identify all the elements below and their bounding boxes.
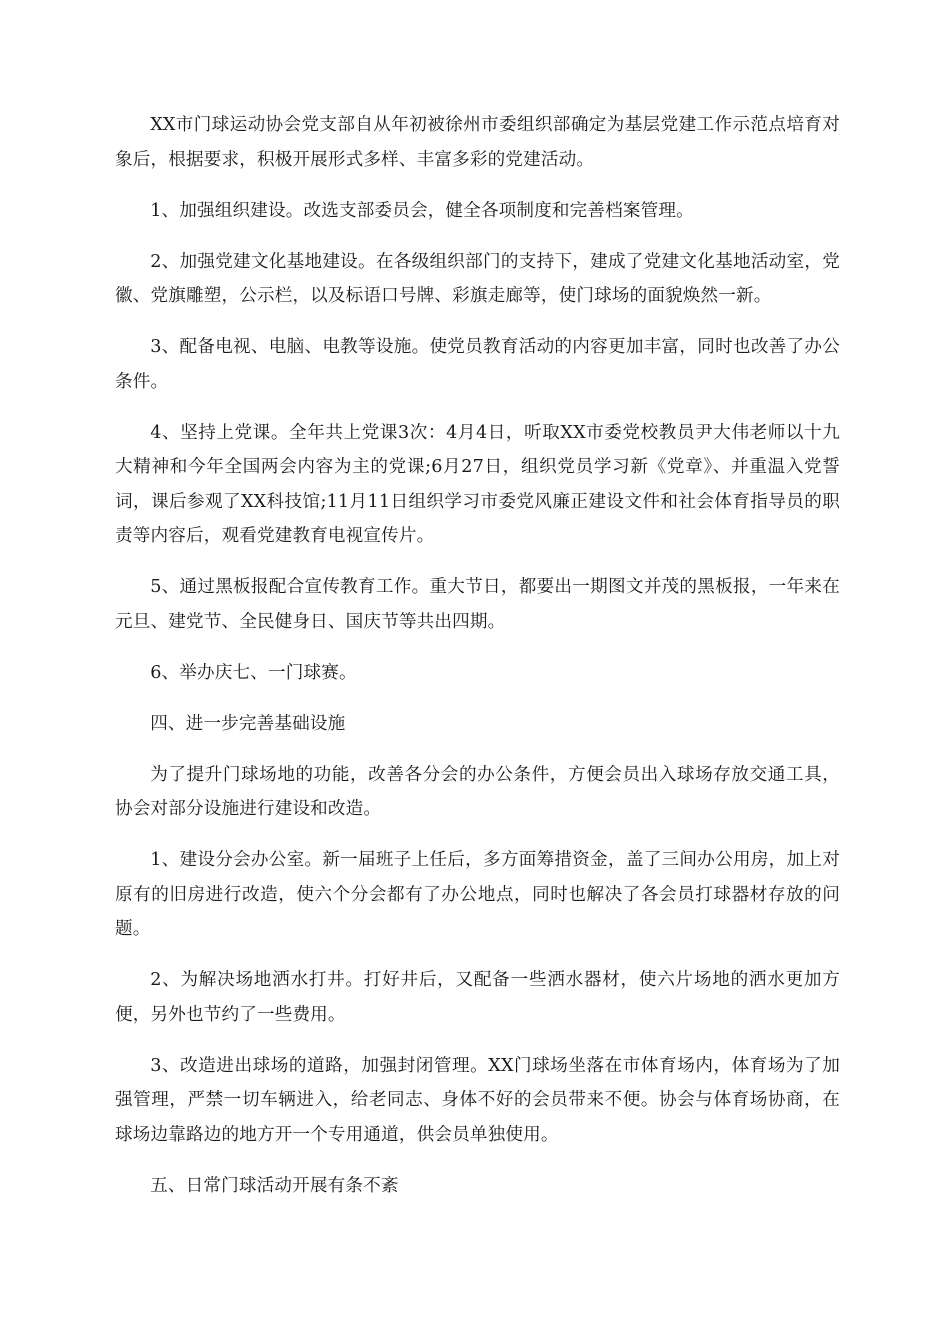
paragraph-item-6-match: 6、举办庆七、一门球赛。 [150,662,357,683]
paragraph-item-3-equipment: 3、配备电视、电脑、电教等设施。使党员教育活动的内容更加丰富，同时也改善了办公条件。 [115,337,840,392]
paragraph-facilities-1-office: 1、建设分会办公室。新一届班子上任后，多方面筹措资金，盖了三间办公用房，加上对原有的旧房进行改造，使六个分会都有了办公地点，同时也解决了各会员打球器材存放的问题。 [115,850,840,939]
paragraph-item-1-organization: 1、加强组织建设。改选支部委员会，健全各项制度和完善档案管理。 [150,200,694,221]
paragraph-facilities-3-road: 3、改造进出球场的道路，加强封闭管理。XX门球场坐落在市体育场内，体育场为了加强管理，严禁一切车辆进入，给老同志、身体不好的会员带来不便。协会与体育场协商，在球场边靠路边的地方开一个专用通道，供会员单独使用。 [115,1055,840,1145]
paragraph-item-2-culture-base: 2、加强党建文化基地建设。在各级组织部门的支持下，建成了党建文化基地活动室，党徽、党旗雕塑，公示栏，以及标语口号牌、彩旗走廊等，使门球场的面貌焕然一新。 [115,251,840,306]
paragraph-item-5-blackboard: 5、通过黑板报配合宣传教育工作。重大节日，都要出一期图文并茂的黑板报，一年来在元旦、建党节、全民健身日、国庆节等共出四期。 [115,577,840,632]
paragraph-intro: XX市门球运动协会党支部自从年初被徐州市委组织部确定为基层党建工作示范点培育对象后，根据要求，积极开展形式多样、丰富多彩的党建活动。 [115,115,840,170]
document-body [115,108,840,1220]
paragraph-facilities-intro: 为了提升门球场地的功能，改善各分会的办公条件，方便会员出入球场存放交通工具，协会对部分设施进行建设和改造。 [115,764,840,819]
section-heading-4: 四、进一步完善基础设施 [150,713,346,734]
section-heading-5: 五、日常门球活动开展有条不紊 [150,1175,399,1196]
paragraph-item-4-party-lessons: 4、坚持上党课。全年共上党课3次：4月4日，听取XX市委党校教员尹大伟老师以十九大精神和今年全国两会内容为主的党课;6月27日，组织党员学习新《党章》、并重温入党誓词，课后参观了XX科技馆;11月11日组织学习市委党风廉正建设文件和社会体育指导员的职责等内容后，观看党建教育电视宣传片。 [115,422,840,546]
paragraph-facilities-2-well: 2、为解决场地洒水打井。打好井后，又配备一些洒水器材，使六片场地的洒水更加方便，另外也节约了一些费用。 [115,970,840,1025]
